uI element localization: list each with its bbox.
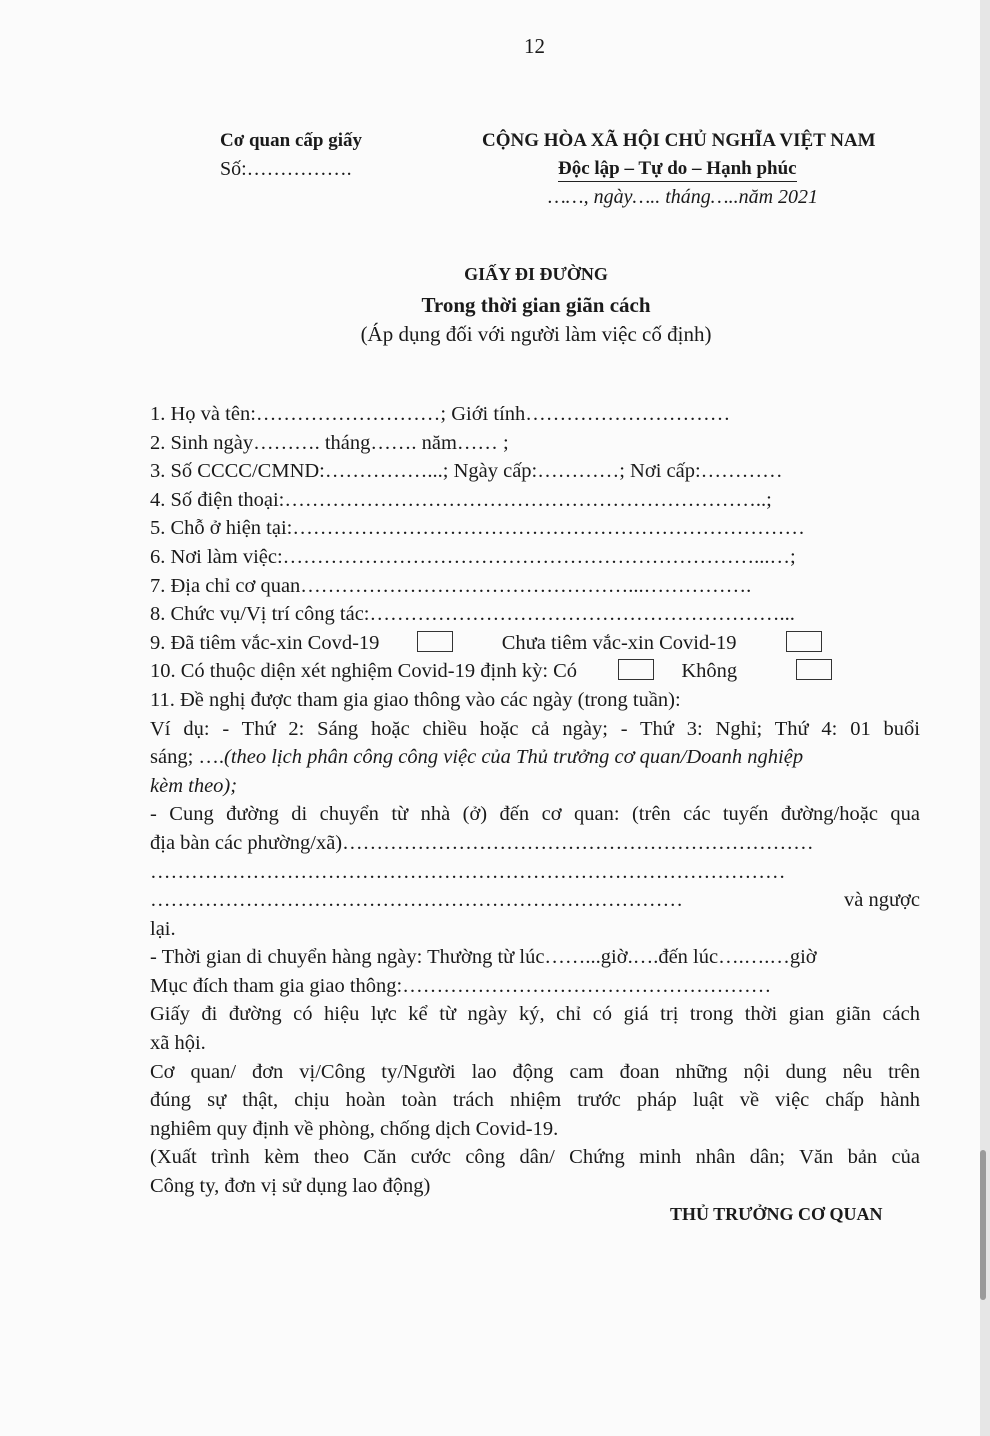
field-vaccination (150, 629, 920, 658)
commitment-line-3: nghiêm quy định về phòng, chống dịch Covid-19. (150, 1117, 559, 1140)
field-phone: 4. Số điện thoại:……………………………………………………………..; (150, 488, 772, 511)
route-line-3: ………………………………………………………………………………… (150, 860, 786, 883)
testing-no-label: Không (681, 660, 738, 683)
example-line-2-start: sáng; …. (150, 746, 225, 769)
not-vaccinated-checkbox[interactable] (786, 631, 822, 652)
national-motto: Độc lập – Tự do – Hạnh phúc (558, 158, 797, 182)
route-line-4 (150, 886, 920, 915)
field-travel-time: - Thời gian di chuyển hàng ngày: Thường từ lúc……...giờ.….đến lúc….….…giờ (150, 946, 817, 969)
testing-yes-checkbox[interactable] (618, 659, 654, 680)
example-line-2 (150, 743, 920, 772)
field-residence: 5. Chỗ ở hiện tại:………………………………………………………………… (150, 517, 805, 540)
field-travel-purpose: Mục đích tham gia giao thông:……………………………………………… (150, 974, 772, 997)
field-periodic-testing (150, 657, 920, 686)
country-name: CỘNG HÒA XÃ HỘI CHỦ NGHĨA VIỆT NAM (482, 130, 876, 151)
not-vaccinated-label: Chưa tiêm vắc-xin Covid-19 (501, 631, 737, 654)
field-full-name: 1. Họ và tên:………………………; Giới tính………………………… (150, 403, 731, 425)
issuer-label: Cơ quan cấp giấy (220, 130, 362, 151)
route-line-4-dots: …………………………………………………………………… (150, 889, 683, 912)
route-line-4-end: và ngược (843, 889, 920, 912)
commitment-line-1: Cơ quan/ đơn vị/Công ty/Người lao động cam đoan những nội dung nêu trên (150, 1060, 920, 1083)
example-line-3: kèm theo); (150, 774, 238, 797)
vaccinated-label: 9. Đã tiêm vắc-xin Covd-19 (150, 631, 380, 654)
attachment-line-1: (Xuất trình kèm theo Căn cước công dân/ Chứng minh nhân dân; Văn bản của (150, 1146, 920, 1169)
field-workplace: 6. Nơi làm việc:……………………………………………………………...…; (150, 545, 796, 568)
form-body (150, 400, 920, 1201)
testing-yes-label: 10. Có thuộc diện xét nghiệm Covid-19 định kỳ: Có (150, 660, 578, 683)
route-line-5: lại. (150, 917, 176, 940)
signature-title: THỦ TRƯỞNG CƠ QUAN (670, 1204, 883, 1224)
validity-line-2: xã hội. (150, 1032, 206, 1055)
field-travel-days: 11. Đề nghị được tham gia giao thông vào các ngày (trong tuần): (150, 688, 681, 711)
testing-no-checkbox[interactable] (796, 659, 832, 680)
field-office-address: 7. Địa chỉ cơ quan…………………………………………...……………. (150, 574, 752, 597)
document-title: GIẤY ĐI ĐƯỜNG (464, 264, 608, 284)
validity-line-1: Giấy đi đường có hiệu lực kể từ ngày ký, chỉ có giá trị trong thời gian giãn cách (150, 1003, 920, 1026)
field-id-card: 3. Số CCCC/CMND:……………...; Ngày cấp:…………; Nơi cấp:………… (150, 460, 783, 483)
date-line: ……, ngày….. tháng…..năm 2021 (548, 186, 819, 208)
field-position: 8. Chức vụ/Vị trí công tác:……………………………………………………... (150, 603, 795, 626)
page-number: 12 (524, 34, 545, 58)
example-line-2-italic: (theo lịch phân công công việc của Thủ trưởng cơ quan/Doanh nghiệp (224, 746, 804, 769)
vaccinated-checkbox[interactable] (417, 631, 453, 652)
scrollbar-thumb[interactable] (980, 1150, 986, 1300)
commitment-line-2: đúng sự thật, chịu hoàn toàn trách nhiệm trước pháp luật về việc chấp hành (150, 1089, 920, 1112)
route-line-1: - Cung đường di chuyển từ nhà (ở) đến cơ quan: (trên các tuyến đường/hoặc qua (150, 803, 920, 826)
route-line-2: địa bàn các phường/xã)…………………………………………………………… (150, 831, 814, 854)
document-number: Số:……………. (220, 158, 352, 180)
attachment-line-2: Công ty, đơn vị sử dụng lao động) (150, 1175, 431, 1198)
document-subtitle: Trong thời gian giãn cách (421, 293, 651, 317)
document-note: (Áp dụng đối với người làm việc cố định) (360, 322, 712, 346)
field-birth-date: 2. Sinh ngày………. tháng……. năm…… ; (150, 431, 509, 454)
example-line-1: Ví dụ: - Thứ 2: Sáng hoặc chiều hoặc cả ngày; - Thứ 3: Nghỉ; Thứ 4: 01 buổi (150, 717, 920, 740)
